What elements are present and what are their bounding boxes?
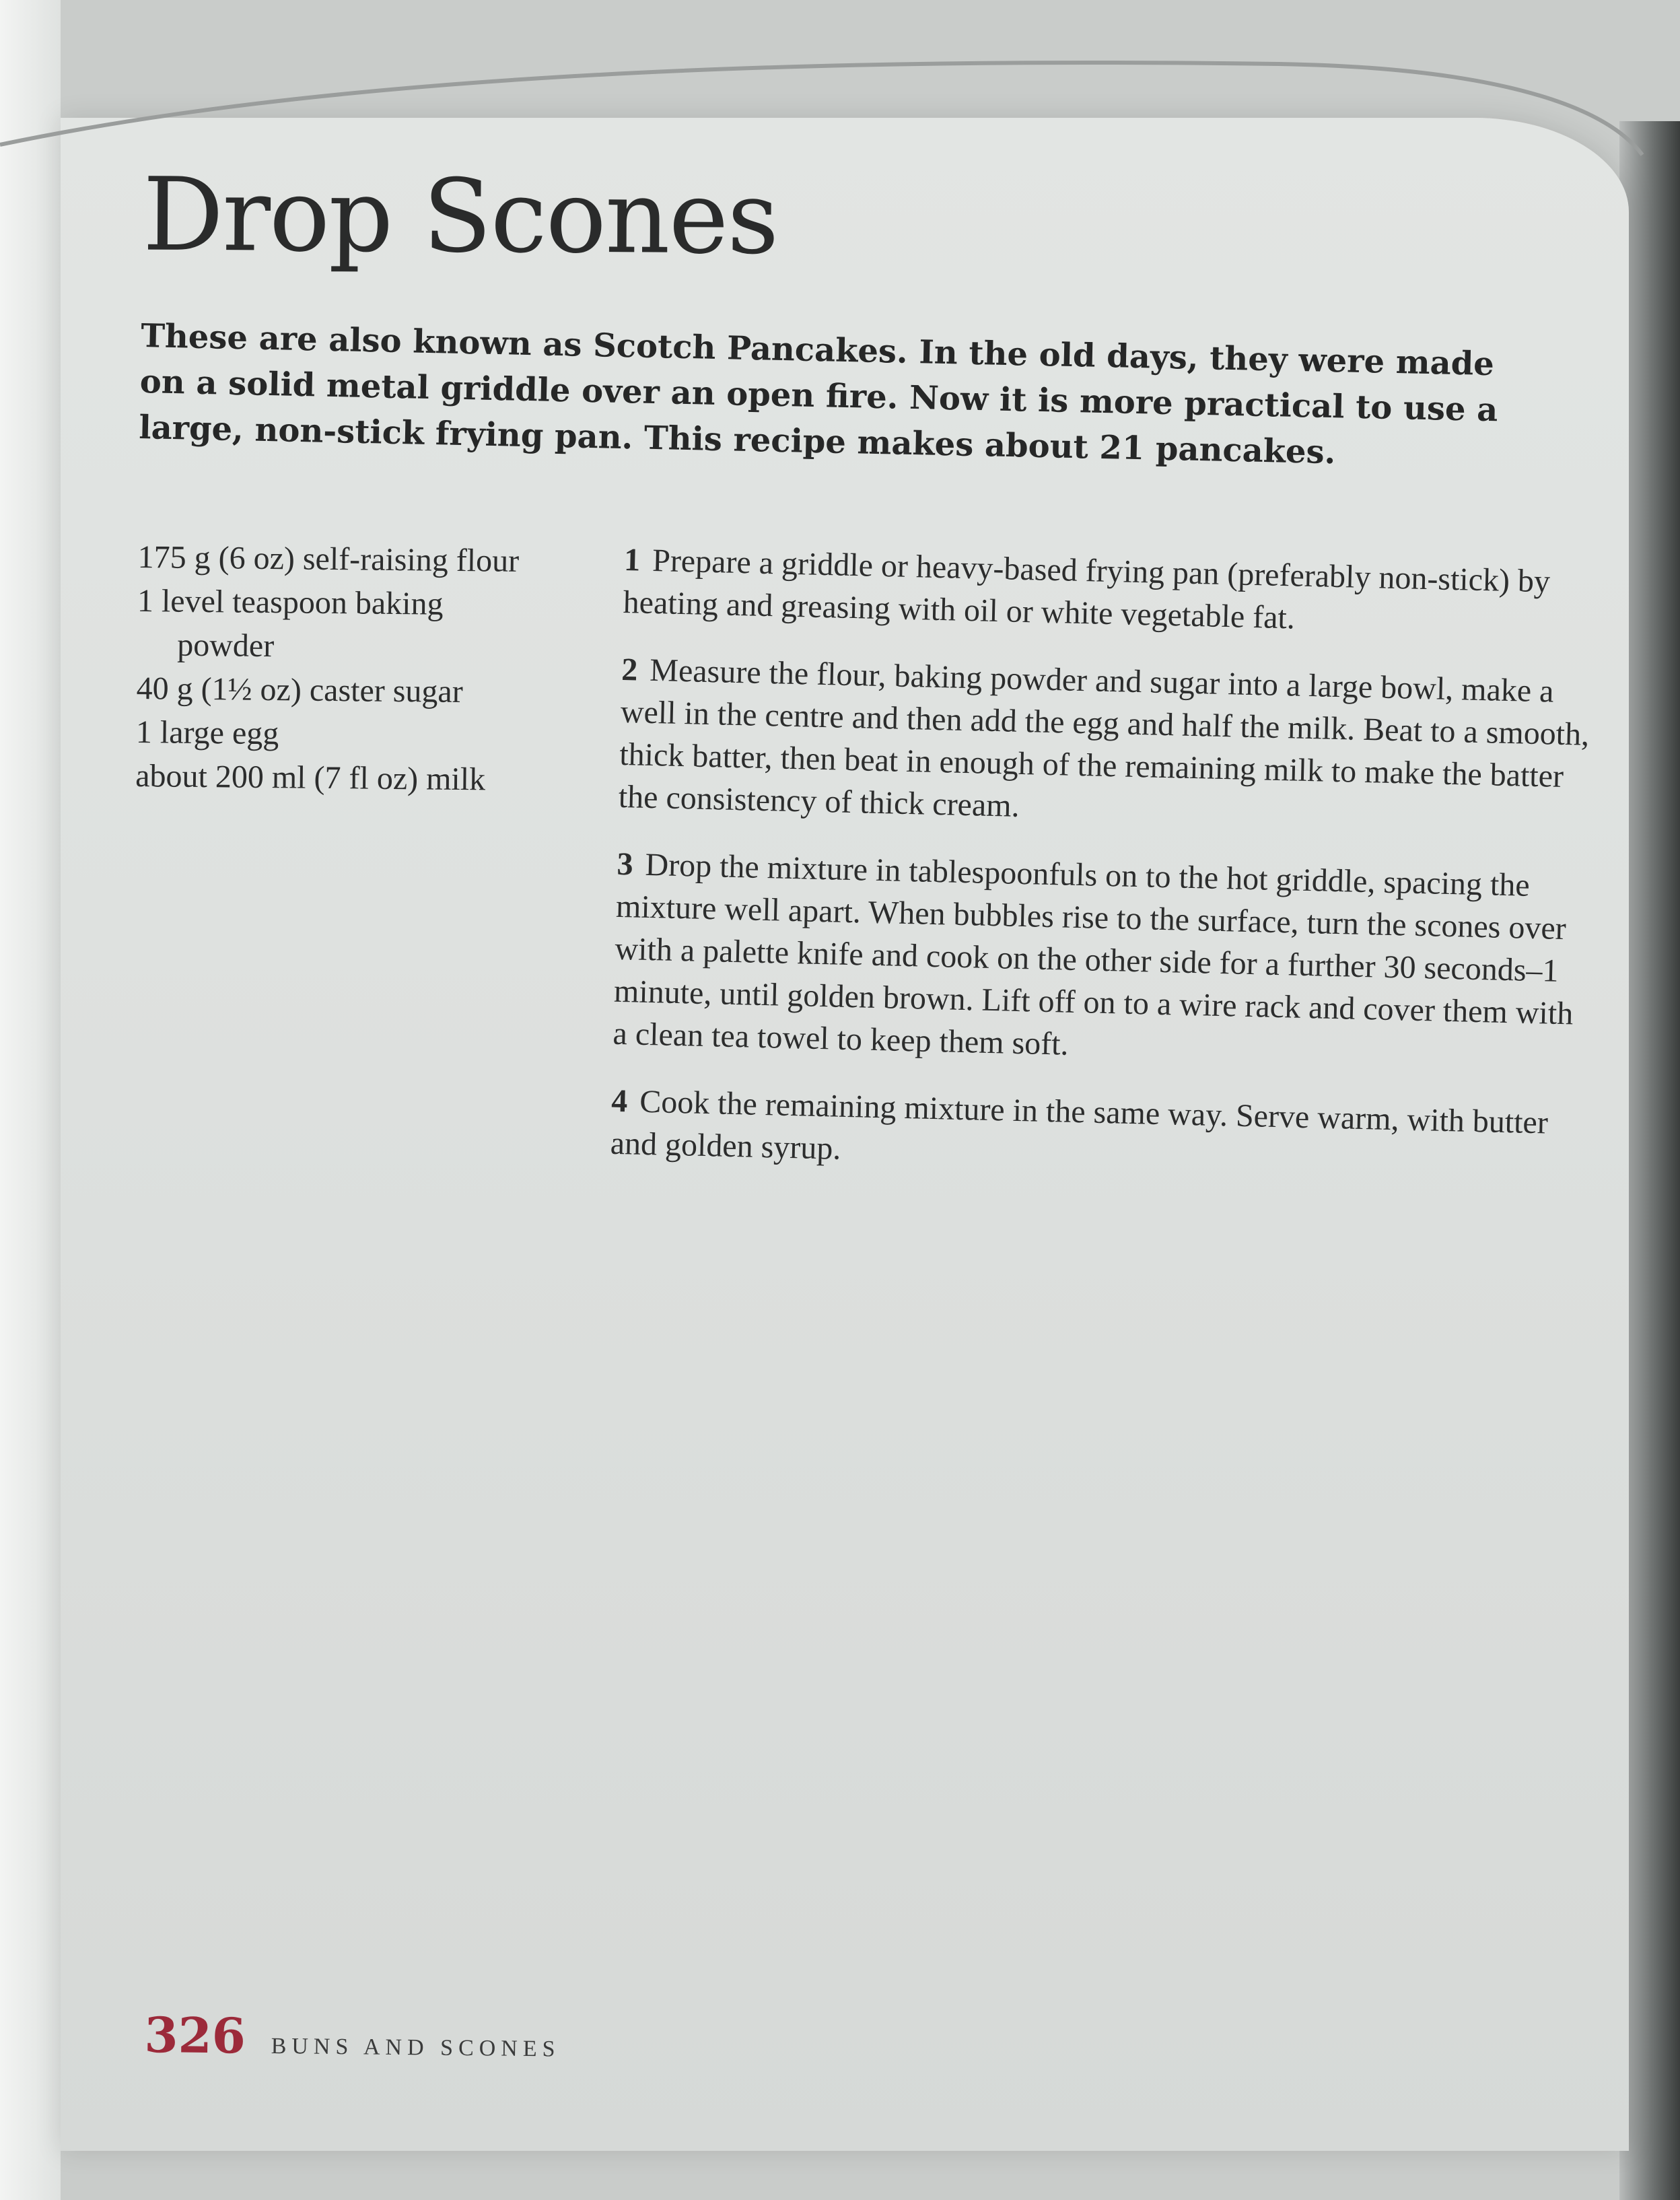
method-step [618, 648, 1601, 841]
previous-page-edge [0, 0, 61, 2200]
page-number: 326 [144, 2006, 246, 2065]
ingredient-item: about 200 ml (7 fl oz) milk [135, 757, 486, 798]
step-text: Cook the remaining mixture in the same way. Serve warm, with butter and golden syrup. [610, 1083, 1549, 1167]
method-step [612, 843, 1597, 1078]
recipe-title: Drop Scones [142, 156, 778, 277]
ingredient-item: 1 level teaspoon baking [137, 582, 444, 622]
section-name: BUNS AND SCONES [271, 2033, 561, 2062]
step-number: 1 [623, 541, 641, 578]
method-steps [609, 539, 1603, 1212]
step-text: Prepare a griddle or heavy-based frying pan (preferably non-stick) by heating and greasing with oil or white vegetable fat. [623, 542, 1551, 636]
method-step [610, 1080, 1591, 1188]
recipe-intro: These are also known as Scotch Pancakes. In the old days, they were made on a solid metal griddle over an open fire. Now it is more practical to use a large, non-stick frying pan. This recipe makes about 21 pancakes. [138, 316, 1498, 472]
ingredient-item-continuation: powder [177, 627, 275, 664]
step-number: 2 [621, 651, 639, 688]
step-text: Drop the mixture in tablespoonfuls on to the hot griddle, spacing the mixture well apart. When bubbles rise to the surface, turn the scones over with a palette knife and cook on the other side for a further 30 seconds–1 minute, until golden brown. Lift off on to a wire rack and cover them with a clean tea towel to keep them soft. [612, 846, 1574, 1062]
ingredient-item: 40 g (1½ oz) caster sugar [136, 670, 464, 710]
step-text: Measure the flour, baking powder and sugar into a large bowl, make a well in the centre and then add the egg and half the milk. Beat to a smooth, thick batter, then beat in enough of the remaining milk to make the batter the consistency of thick cream. [618, 652, 1590, 824]
step-number: 4 [610, 1082, 628, 1120]
ingredients-list [135, 535, 569, 802]
ingredient-item: 175 g (6 oz) self-raising flour [137, 539, 520, 579]
ingredient-item: 1 large egg [135, 714, 279, 752]
step-number: 3 [616, 846, 634, 883]
page-footer [144, 2006, 561, 2067]
